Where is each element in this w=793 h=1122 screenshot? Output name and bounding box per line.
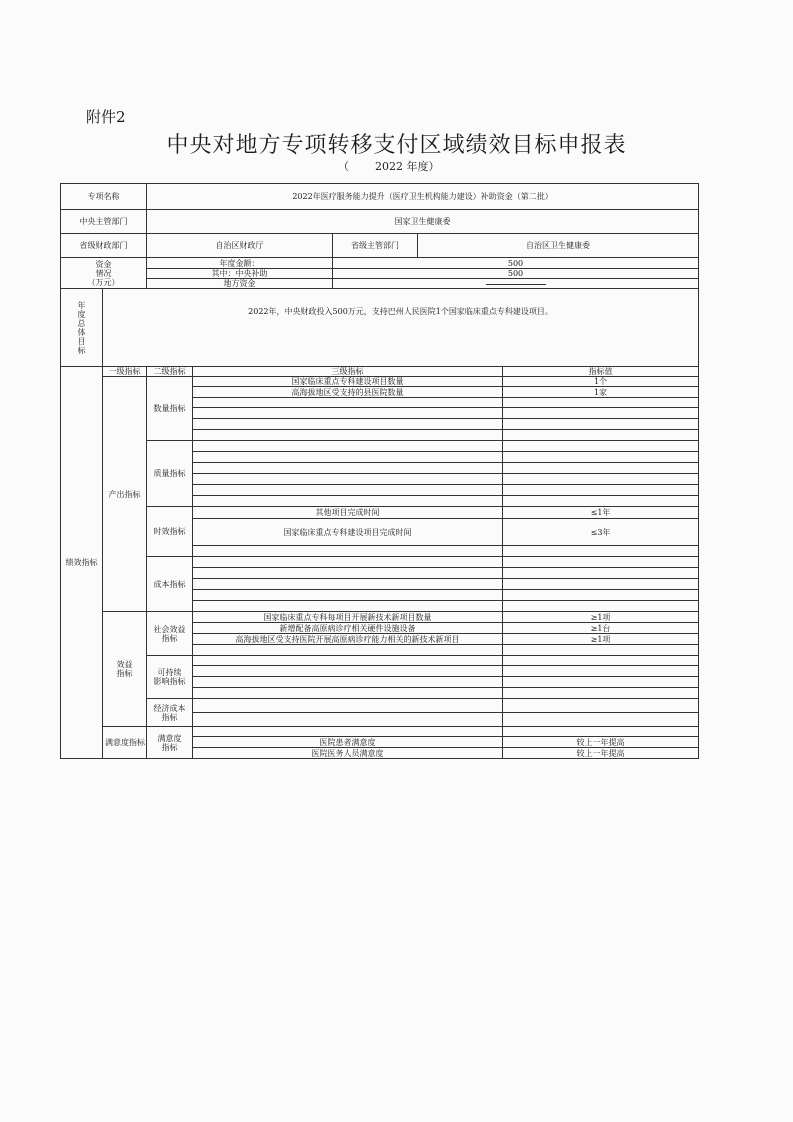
empty-cell [503,601,699,612]
empty-cell [193,656,503,666]
attachment-label: 附件2 [86,108,126,126]
indicator-value: 1个 [503,377,699,387]
indicator-value: ≥1项 [503,612,699,623]
empty-cell [193,677,503,688]
indicator-name: 其他项目完成时间 [193,507,503,519]
empty-cell [503,398,699,408]
empty-cell [193,699,503,713]
indicator-value: ≥1台 [503,623,699,634]
local-funds-value [333,279,699,289]
empty-cell [503,430,699,441]
empty-cell [503,474,699,485]
sustain-label-line-1: 可持续 [157,668,182,677]
empty-cell [503,419,699,430]
empty-cell [193,713,503,727]
year-value: 2022 年度） [375,160,440,173]
project-name-label: 专项名称 [61,184,147,210]
local-funds-blank-line [486,283,546,285]
empty-cell [503,590,699,601]
economic-label-line-2: 指标 [161,712,178,722]
empty-cell [503,557,699,568]
economic-label-line-1: 经济成本 [153,703,186,713]
header-value: 指标值 [503,367,699,377]
empty-cell [193,688,503,699]
indicator-name: 医院医务人员满意度 [193,748,503,759]
empty-cell [503,666,699,677]
cost-indicators-label: 成本指标 [147,557,193,612]
funds-label-line-2: 情况 [95,268,112,278]
empty-cell [193,430,503,441]
indicator-value: 较上一年提高 [503,737,699,748]
header-level1: 一级指标 [103,367,147,377]
empty-cell [503,546,699,557]
satisfaction-label-line-2: 指标 [161,742,178,752]
goal-char-3: 总 [77,318,86,328]
performance-target-table [60,183,699,759]
indicator-name: 国家临床重点专科每项目开展新技术新项目数量 [193,612,503,623]
provincial-finance-label: 省级财政部门 [61,234,147,258]
benefit-label-line-1: 效益 [116,660,133,669]
funds-label-line-3: （万元） [87,277,120,287]
provincial-dept-value: 自治区卫生健康委 [418,234,699,258]
empty-cell [503,699,699,713]
annual-goal-text: 2022年，中央财政投入500万元，支持巴州人民医院1个国家临床重点专科建设项目。 [103,289,699,367]
empty-cell [193,727,503,737]
output-indicators-label: 产出指标 [103,377,147,612]
empty-cell [193,546,503,557]
empty-cell [503,441,699,452]
project-name-value: 2022年医疗服务能力提升（医疗卫生机构能力建设）补助资金（第二批） [147,184,699,210]
empty-cell [193,590,503,601]
annual-goal-label [61,289,103,367]
empty-cell [503,452,699,463]
empty-cell [503,688,699,699]
indicator-value: ≤3年 [503,519,699,546]
indicator-value: 较上一年提高 [503,748,699,759]
empty-cell [503,496,699,507]
empty-cell [193,474,503,485]
indicator-name: 医院患者满意度 [193,737,503,748]
provincial-dept-label: 省级主管部门 [333,234,418,258]
goal-char-2: 度 [77,309,86,319]
central-subsidy-label: 其中：中央补助 [147,269,333,279]
empty-cell [193,398,503,408]
empty-cell [503,645,699,656]
empty-cell [503,656,699,666]
page-title: 中央对地方专项转移支付区域绩效目标申报表 [166,133,627,158]
funds-label-line-1: 资金 [95,259,112,269]
funds-label [61,258,147,289]
empty-cell [503,713,699,727]
empty-cell [193,557,503,568]
provincial-finance-value: 自治区财政厅 [147,234,333,258]
central-subsidy-value: 500 [333,269,699,279]
sustainable-impact-label [147,656,193,699]
indicator-name: 新增配备高原病诊疗相关硬件设施设备 [193,623,503,634]
satisfaction-indicators-label: 满意度指标 [103,727,147,759]
social-label-line-2: 指标 [161,633,178,643]
goal-char-6: 标 [77,345,86,355]
empty-cell [503,485,699,496]
empty-cell [193,496,503,507]
empty-cell [193,419,503,430]
empty-cell [193,485,503,496]
indicator-value: 1家 [503,387,699,398]
local-funds-label: 地方资金 [147,279,333,289]
year-total-label: 年度金额： [147,258,333,269]
central-dept-label: 中央主管部门 [61,210,147,234]
empty-cell [503,677,699,688]
sustain-label-line-2: 影响指标 [153,677,186,686]
empty-cell [503,727,699,737]
empty-cell [503,463,699,474]
performance-indicators-label: 绩效指标 [61,367,103,759]
indicator-value: ≤1年 [503,507,699,519]
quality-indicators-label: 质量指标 [147,441,193,507]
header-level2: 二级指标 [147,367,193,377]
goal-char-4: 体 [77,327,86,337]
indicator-name: 国家临床重点专科建设项目完成时间 [193,519,503,546]
empty-cell [193,452,503,463]
benefit-indicators-label [103,612,147,727]
year-total-value: 500 [333,258,699,269]
goal-char-1: 年 [77,300,86,310]
quantity-indicators-label: 数量指标 [147,377,193,441]
satisfaction-label-line-1: 满意度 [157,733,182,743]
empty-cell [503,579,699,590]
social-benefit-label [147,612,193,656]
empty-cell [193,441,503,452]
empty-cell [193,579,503,590]
year-label [338,158,440,174]
empty-cell [193,408,503,419]
empty-cell [193,666,503,677]
empty-cell [193,463,503,474]
empty-cell [503,568,699,579]
satisfaction-sub-label [147,727,193,759]
empty-cell [193,601,503,612]
indicator-name: 高海拔地区受支持的县医院数量 [193,387,503,398]
social-label-line-1: 社会效益 [153,624,186,634]
header-level3: 三级指标 [193,367,503,377]
empty-cell [193,645,503,656]
economic-cost-label [147,699,193,727]
timeliness-indicators-label: 时效指标 [147,507,193,557]
year-open-paren: （ [338,160,349,173]
empty-cell [503,408,699,419]
indicator-value: ≥1项 [503,634,699,645]
empty-cell [193,568,503,579]
central-dept-value: 国家卫生健康委 [147,210,699,234]
benefit-label-line-2: 指标 [116,669,133,678]
goal-char-5: 目 [77,336,86,346]
indicator-name: 高海拔地区受支持医院开展高原病诊疗能力相关的新技术新项目 [193,634,503,645]
indicator-name: 国家临床重点专科建设项目数量 [193,377,503,387]
